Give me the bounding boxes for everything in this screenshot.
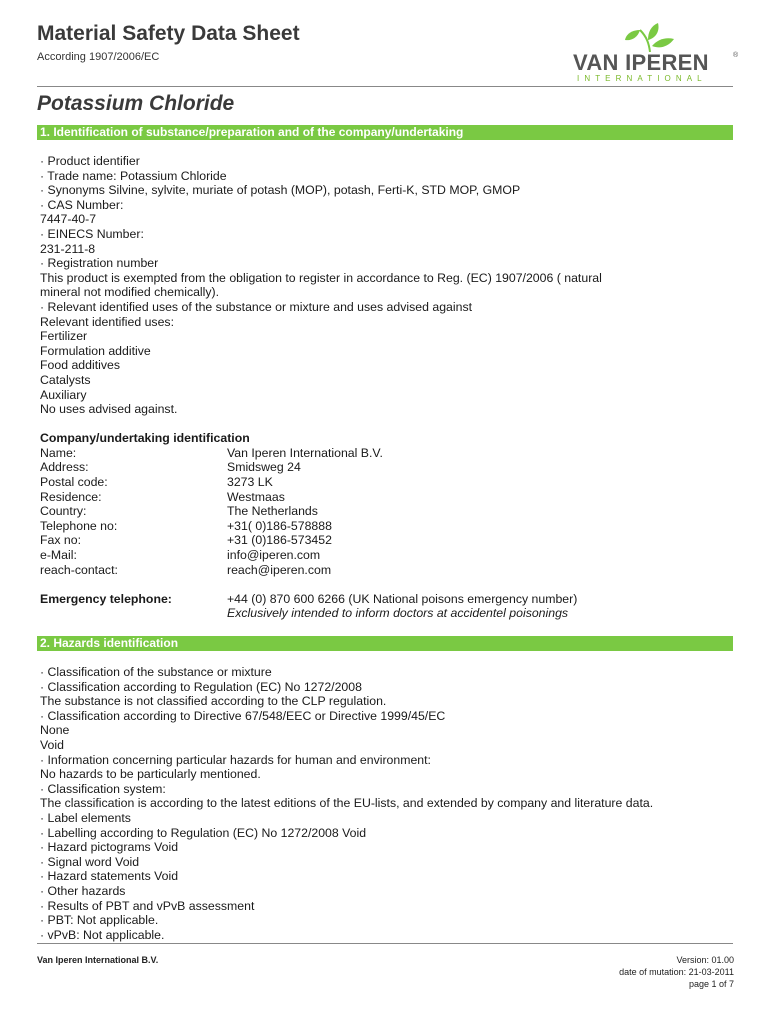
text-line: No hazards to be particularly mentioned. bbox=[40, 767, 261, 782]
company-detail-row bbox=[40, 548, 730, 563]
text-line: · vPvB: Not applicable. bbox=[40, 927, 165, 942]
footer-page-number: page 1 of 7 bbox=[688, 979, 734, 989]
section-1-body bbox=[40, 154, 730, 621]
section-2-lines bbox=[40, 665, 730, 942]
emergency-note-row bbox=[40, 606, 730, 621]
company-detail-row bbox=[40, 533, 730, 548]
text-line: Relevant identified uses: bbox=[40, 314, 174, 329]
text-line: · Product identifier bbox=[40, 154, 140, 168]
document-title: Material Safety Data Sheet bbox=[37, 22, 300, 45]
footer-divider bbox=[37, 943, 733, 944]
text-line: · Registration number bbox=[40, 256, 159, 271]
company-detail-value: Smidsweg 24 bbox=[227, 460, 301, 475]
section-1-lines bbox=[40, 154, 730, 417]
text-line: · CAS Number: bbox=[40, 197, 124, 212]
text-line: · Information concerning particular hazards for human and environment: bbox=[40, 752, 431, 767]
text-line: · Signal word Void bbox=[40, 854, 140, 869]
company-detail-value: info@iperen.com bbox=[227, 548, 321, 563]
company-detail-value: reach@iperen.com bbox=[227, 562, 332, 577]
company-detail-value: Westmaas bbox=[227, 489, 285, 504]
section-2-body bbox=[40, 665, 730, 942]
text-line: · Results of PBT and vPvB assessment bbox=[40, 898, 255, 913]
text-line: 231-211-8 bbox=[40, 241, 96, 256]
document-subtitle: According 1907/2006/EC bbox=[37, 51, 160, 63]
text-line: · Synonyms Silvine, sylvite, muriate of potash (MOP), potash, Ferti-K, STD MOP, GMOP bbox=[40, 183, 521, 198]
text-line: Formulation additive bbox=[40, 343, 151, 358]
text-line: · EINECS Number: bbox=[40, 226, 144, 241]
emergency-note: Exclusively intended to inform doctors at accidentel poisonings bbox=[227, 606, 569, 621]
company-detail-row bbox=[40, 460, 730, 475]
emergency-label: Emergency telephone: bbox=[40, 591, 172, 606]
text-line: No uses advised against. bbox=[40, 402, 178, 417]
text-line: Auxiliary bbox=[40, 387, 87, 402]
logo-wordmark: VAN IPEREN bbox=[573, 50, 709, 75]
text-line: · Relevant identified uses of the substance or mixture and uses advised against bbox=[40, 299, 473, 314]
company-detail-label: Telephone no: bbox=[40, 518, 118, 533]
company-heading: Company/undertaking identification bbox=[40, 431, 250, 446]
footer-company: Van Iperen International B.V. bbox=[37, 955, 159, 965]
text-line: · Classification according to Directive 67/548/EEC or Directive 1999/45/EC bbox=[40, 708, 446, 723]
section-2-heading: 2. Hazards identification bbox=[37, 636, 733, 651]
footer-mutation-date: date of mutation: 21-03-2011 bbox=[619, 967, 734, 977]
company-detail-label: Fax no: bbox=[40, 533, 82, 548]
header-divider bbox=[37, 86, 733, 87]
company-detail-label: Country: bbox=[40, 504, 87, 519]
company-detail-row bbox=[40, 446, 730, 461]
logo-subtitle: INTERNATIONAL bbox=[577, 74, 707, 83]
text-line: Food additives bbox=[40, 358, 120, 373]
company-detail-value: The Netherlands bbox=[227, 504, 318, 519]
company-detail-label: Name: bbox=[40, 445, 77, 460]
company-detail-value: +31( 0)186-578888 bbox=[227, 518, 332, 533]
company-detail-value: 3273 LK bbox=[227, 475, 273, 490]
company-detail-row bbox=[40, 563, 730, 578]
text-line: · Hazard pictograms Void bbox=[40, 840, 179, 855]
company-detail-label: Residence: bbox=[40, 489, 102, 504]
company-detail-row bbox=[40, 475, 730, 490]
text-line: · Trade name: Potassium Chloride bbox=[40, 168, 227, 183]
text-line: The substance is not classified according to the CLP regulation. bbox=[40, 694, 387, 709]
spacer bbox=[40, 417, 730, 432]
leaf-icon bbox=[620, 22, 680, 52]
text-line: Catalysts bbox=[40, 372, 91, 387]
text-line: · Other hazards bbox=[40, 883, 126, 898]
text-line: Fertilizer bbox=[40, 329, 88, 344]
text-line: · Classification system: bbox=[40, 781, 166, 796]
text-line: · Hazard statements Void bbox=[40, 869, 179, 884]
text-line: mineral not modified chemically). bbox=[40, 285, 220, 300]
text-line: None bbox=[40, 723, 70, 738]
company-detail-value: Van Iperen International B.V. bbox=[227, 445, 383, 460]
product-name: Potassium Chloride bbox=[37, 92, 235, 115]
logo-registered-mark: ® bbox=[733, 52, 739, 59]
company-detail-label: Postal code: bbox=[40, 475, 108, 490]
company-detail-label: Address: bbox=[40, 460, 89, 475]
company-detail-label: reach-contact: bbox=[40, 562, 118, 577]
company-detail-row bbox=[40, 504, 730, 519]
text-line: · Classification of the substance or mixture bbox=[40, 665, 272, 679]
text-line: · Labelling according to Regulation (EC) No 1272/2008 Void bbox=[40, 825, 367, 840]
section-1-heading: 1. Identification of substance/preparation and of the company/undertaking bbox=[37, 125, 733, 140]
spacer bbox=[40, 577, 730, 592]
company-detail-row bbox=[40, 519, 730, 534]
text-line: · Classification according to Regulation (EC) No 1272/2008 bbox=[40, 679, 362, 694]
company-detail-value: +31 (0)186-573452 bbox=[227, 533, 332, 548]
company-details bbox=[40, 446, 730, 577]
text-line: · Label elements bbox=[40, 810, 131, 825]
company-detail-label: e-Mail: bbox=[40, 548, 77, 563]
text-line: The classification is according to the latest editions of the EU-lists, and extended by company and literature data. bbox=[40, 796, 654, 811]
footer-meta bbox=[619, 954, 734, 990]
text-line: Void bbox=[40, 737, 64, 752]
text-line: This product is exempted from the obligation to register in accordance to Reg. (EC) 1907/2006 ( natural bbox=[40, 270, 602, 285]
emergency-telephone-row bbox=[40, 592, 730, 607]
emergency-value: +44 (0) 870 600 6266 (UK National poisons emergency number) bbox=[227, 591, 578, 606]
company-detail-row bbox=[40, 490, 730, 505]
text-line: · PBT: Not applicable. bbox=[40, 913, 159, 928]
text-line: 7447-40-7 bbox=[40, 212, 97, 227]
footer-version: Version: 01.00 bbox=[676, 955, 734, 965]
company-logo bbox=[565, 22, 740, 84]
